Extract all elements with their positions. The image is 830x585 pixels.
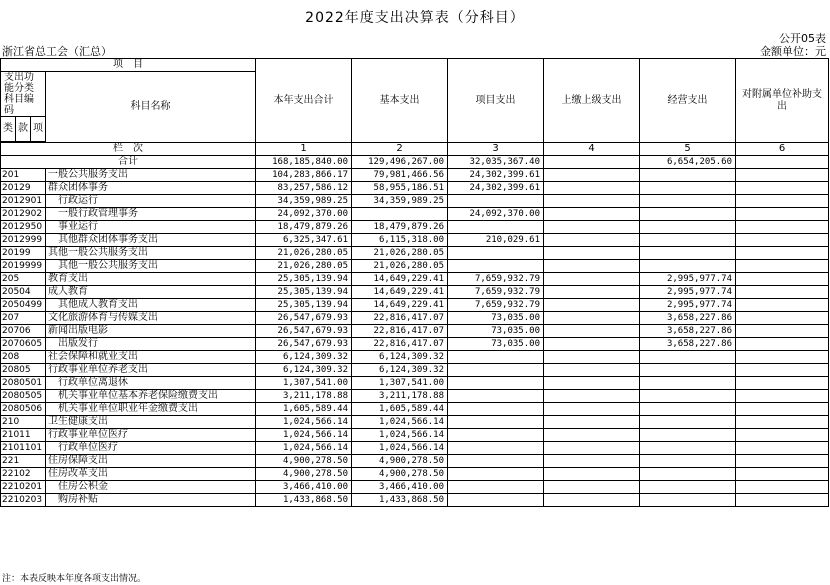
amount-c1: 24,092,370.00 bbox=[256, 208, 352, 221]
subject-name: 事业运行 bbox=[46, 221, 256, 234]
amount-c6 bbox=[736, 325, 829, 338]
total-c2: 129,496,267.00 bbox=[352, 156, 448, 169]
amount-c4 bbox=[544, 494, 640, 507]
report-title: 2022年度支出决算表（分科目） bbox=[305, 10, 525, 26]
amount-c2 bbox=[352, 208, 448, 221]
amount-c6 bbox=[736, 481, 829, 494]
amount-c5: 2,995,977.74 bbox=[640, 273, 736, 286]
col-num-6: 6 bbox=[736, 143, 829, 156]
amount-c6 bbox=[736, 351, 829, 364]
amount-c6 bbox=[736, 273, 829, 286]
subject-name: 其他一般公共服务支出 bbox=[46, 260, 256, 273]
amount-c4 bbox=[544, 182, 640, 195]
amount-c2: 21,026,280.05 bbox=[352, 247, 448, 260]
lei-header: 类 bbox=[1, 117, 16, 142]
organization-name: 浙江省总工会（汇总） bbox=[2, 45, 112, 58]
subject-name: 新闻出版电影 bbox=[46, 325, 256, 338]
amount-c4 bbox=[544, 364, 640, 377]
amount-c4 bbox=[544, 442, 640, 455]
subject-name: 成人教育 bbox=[46, 286, 256, 299]
subject-name: 住房保障支出 bbox=[46, 455, 256, 468]
table-row bbox=[1, 169, 829, 182]
amount-c4 bbox=[544, 455, 640, 468]
col-header-upper-remit: 上缴上级支出 bbox=[544, 59, 640, 143]
items-header: 项 目 bbox=[1, 59, 256, 72]
amount-c3 bbox=[448, 247, 544, 260]
table-row bbox=[1, 494, 829, 507]
amount-c5: 2,995,977.74 bbox=[640, 299, 736, 312]
amount-c1: 83,257,586.12 bbox=[256, 182, 352, 195]
amount-c3: 73,035.00 bbox=[448, 338, 544, 351]
amount-c6 bbox=[736, 390, 829, 403]
subject-code: 210 bbox=[1, 416, 46, 429]
amount-c1: 6,124,309.32 bbox=[256, 351, 352, 364]
amount-c4 bbox=[544, 325, 640, 338]
amount-c6 bbox=[736, 247, 829, 260]
amount-c3 bbox=[448, 403, 544, 416]
amount-c6 bbox=[736, 221, 829, 234]
table-row bbox=[1, 325, 829, 338]
table-row bbox=[1, 273, 829, 286]
amount-c5: 3,658,227.86 bbox=[640, 338, 736, 351]
amount-c1: 18,479,879.26 bbox=[256, 221, 352, 234]
subject-name: 文化旅游体育与传媒支出 bbox=[46, 312, 256, 325]
subject-code: 21011 bbox=[1, 429, 46, 442]
amount-c2: 22,816,417.07 bbox=[352, 312, 448, 325]
subject-code: 2012999 bbox=[1, 234, 46, 247]
amount-c6 bbox=[736, 429, 829, 442]
col-num-3: 3 bbox=[448, 143, 544, 156]
table-row bbox=[1, 481, 829, 494]
form-number: 公开05表 bbox=[779, 32, 826, 45]
amount-c3 bbox=[448, 351, 544, 364]
amount-unit: 金额单位：元 bbox=[760, 45, 826, 58]
subject-code: 2080501 bbox=[1, 377, 46, 390]
table-row bbox=[1, 208, 829, 221]
amount-c4 bbox=[544, 273, 640, 286]
amount-c1: 1,024,566.14 bbox=[256, 416, 352, 429]
lanci-label: 栏 次 bbox=[1, 143, 256, 156]
table-row bbox=[1, 455, 829, 468]
subject-name: 教育支出 bbox=[46, 273, 256, 286]
amount-c3 bbox=[448, 377, 544, 390]
table-row bbox=[1, 338, 829, 351]
amount-c4 bbox=[544, 390, 640, 403]
subject-code: 2012901 bbox=[1, 195, 46, 208]
table-row bbox=[1, 429, 829, 442]
table-body bbox=[1, 169, 829, 507]
col-num-2: 2 bbox=[352, 143, 448, 156]
total-c5: 6,654,205.60 bbox=[640, 156, 736, 169]
subject-name: 住房公积金 bbox=[46, 481, 256, 494]
subject-code: 2080505 bbox=[1, 390, 46, 403]
amount-c3: 73,035.00 bbox=[448, 312, 544, 325]
amount-c6 bbox=[736, 468, 829, 481]
amount-c2: 14,649,229.41 bbox=[352, 286, 448, 299]
amount-c1: 1,024,566.14 bbox=[256, 442, 352, 455]
amount-c4 bbox=[544, 286, 640, 299]
amount-c3 bbox=[448, 260, 544, 273]
amount-c6 bbox=[736, 364, 829, 377]
amount-c1: 1,605,589.44 bbox=[256, 403, 352, 416]
table-row bbox=[1, 182, 829, 195]
subject-name: 行政单位医疗 bbox=[46, 442, 256, 455]
col-header-basic: 基本支出 bbox=[352, 59, 448, 143]
amount-c6 bbox=[736, 195, 829, 208]
amount-c5 bbox=[640, 195, 736, 208]
amount-c1: 25,305,139.94 bbox=[256, 299, 352, 312]
amount-c4 bbox=[544, 312, 640, 325]
amount-c2: 1,024,566.14 bbox=[352, 416, 448, 429]
amount-c2: 6,124,309.32 bbox=[352, 364, 448, 377]
name-header: 科目名称 bbox=[46, 72, 256, 143]
subject-code: 22102 bbox=[1, 468, 46, 481]
amount-c1: 21,026,280.05 bbox=[256, 247, 352, 260]
amount-c5 bbox=[640, 169, 736, 182]
amount-c3 bbox=[448, 494, 544, 507]
amount-c3 bbox=[448, 455, 544, 468]
amount-c5 bbox=[640, 208, 736, 221]
amount-c1: 6,124,309.32 bbox=[256, 364, 352, 377]
amount-c5 bbox=[640, 221, 736, 234]
amount-c4 bbox=[544, 403, 640, 416]
amount-c6 bbox=[736, 234, 829, 247]
total-c6 bbox=[736, 156, 829, 169]
amount-c5 bbox=[640, 442, 736, 455]
amount-c6 bbox=[736, 169, 829, 182]
amount-c2: 3,466,410.00 bbox=[352, 481, 448, 494]
amount-c4 bbox=[544, 234, 640, 247]
amount-c3: 24,302,399.61 bbox=[448, 169, 544, 182]
amount-c1: 3,211,178.88 bbox=[256, 390, 352, 403]
amount-c6 bbox=[736, 260, 829, 273]
amount-c6 bbox=[736, 299, 829, 312]
col-header-project: 项目支出 bbox=[448, 59, 544, 143]
amount-c4 bbox=[544, 429, 640, 442]
subject-code: 2070605 bbox=[1, 338, 46, 351]
amount-c3: 24,302,399.61 bbox=[448, 182, 544, 195]
subject-code: 207 bbox=[1, 312, 46, 325]
table-row bbox=[1, 351, 829, 364]
amount-c2: 14,649,229.41 bbox=[352, 273, 448, 286]
amount-c5 bbox=[640, 390, 736, 403]
amount-c6 bbox=[736, 286, 829, 299]
col-num-1: 1 bbox=[256, 143, 352, 156]
subject-code: 2012902 bbox=[1, 208, 46, 221]
amount-c2: 22,816,417.07 bbox=[352, 325, 448, 338]
table-row bbox=[1, 195, 829, 208]
amount-c6 bbox=[736, 455, 829, 468]
amount-c1: 26,547,679.93 bbox=[256, 312, 352, 325]
table-row bbox=[1, 260, 829, 273]
amount-c3: 7,659,932.79 bbox=[448, 286, 544, 299]
amount-c1: 1,024,566.14 bbox=[256, 429, 352, 442]
amount-c5 bbox=[640, 416, 736, 429]
subject-code: 20504 bbox=[1, 286, 46, 299]
total-c1: 168,185,840.00 bbox=[256, 156, 352, 169]
amount-c2: 4,900,278.50 bbox=[352, 468, 448, 481]
subject-name: 行政事业单位养老支出 bbox=[46, 364, 256, 377]
subject-name: 群众团体事务 bbox=[46, 182, 256, 195]
amount-c5 bbox=[640, 455, 736, 468]
amount-c4 bbox=[544, 221, 640, 234]
subject-code: 201 bbox=[1, 169, 46, 182]
amount-c2: 6,115,318.00 bbox=[352, 234, 448, 247]
amount-c1: 34,359,989.25 bbox=[256, 195, 352, 208]
amount-c1: 3,466,410.00 bbox=[256, 481, 352, 494]
total-label: 合计 bbox=[1, 156, 256, 169]
expenditure-table bbox=[0, 58, 829, 507]
amount-c1: 104,283,866.17 bbox=[256, 169, 352, 182]
subject-name: 行政运行 bbox=[46, 195, 256, 208]
amount-c2: 1,024,566.14 bbox=[352, 442, 448, 455]
amount-c5 bbox=[640, 351, 736, 364]
table-row bbox=[1, 468, 829, 481]
amount-c5 bbox=[640, 234, 736, 247]
amount-c6 bbox=[736, 494, 829, 507]
amount-c1: 4,900,278.50 bbox=[256, 468, 352, 481]
amount-c3 bbox=[448, 481, 544, 494]
subject-code: 2012950 bbox=[1, 221, 46, 234]
subject-name: 行政事业单位医疗 bbox=[46, 429, 256, 442]
subject-code: 205 bbox=[1, 273, 46, 286]
table-row bbox=[1, 442, 829, 455]
subject-code: 2080506 bbox=[1, 403, 46, 416]
amount-c1: 25,305,139.94 bbox=[256, 286, 352, 299]
subject-code: 20706 bbox=[1, 325, 46, 338]
amount-c2: 1,605,589.44 bbox=[352, 403, 448, 416]
amount-c5 bbox=[640, 403, 736, 416]
amount-c4 bbox=[544, 468, 640, 481]
amount-c3: 7,659,932.79 bbox=[448, 273, 544, 286]
amount-c6 bbox=[736, 312, 829, 325]
amount-c5 bbox=[640, 247, 736, 260]
amount-c4 bbox=[544, 260, 640, 273]
amount-c2: 58,955,186.51 bbox=[352, 182, 448, 195]
amount-c3 bbox=[448, 364, 544, 377]
amount-c5: 3,658,227.86 bbox=[640, 312, 736, 325]
amount-c2: 34,359,989.25 bbox=[352, 195, 448, 208]
xiang-header: 项 bbox=[31, 117, 46, 142]
subject-name: 其他成人教育支出 bbox=[46, 299, 256, 312]
table-row bbox=[1, 312, 829, 325]
subject-code: 2210201 bbox=[1, 481, 46, 494]
col-num-5: 5 bbox=[640, 143, 736, 156]
amount-c3: 7,659,932.79 bbox=[448, 299, 544, 312]
amount-c2: 1,433,868.50 bbox=[352, 494, 448, 507]
amount-c2: 3,211,178.88 bbox=[352, 390, 448, 403]
amount-c2: 6,124,309.32 bbox=[352, 351, 448, 364]
amount-c4 bbox=[544, 416, 640, 429]
amount-c6 bbox=[736, 416, 829, 429]
subject-code: 20199 bbox=[1, 247, 46, 260]
amount-c5 bbox=[640, 364, 736, 377]
amount-c2: 1,307,541.00 bbox=[352, 377, 448, 390]
amount-c1: 1,307,541.00 bbox=[256, 377, 352, 390]
subject-name: 行政单位离退休 bbox=[46, 377, 256, 390]
amount-c4 bbox=[544, 208, 640, 221]
table-row bbox=[1, 377, 829, 390]
table-row bbox=[1, 221, 829, 234]
col-header-subsidy: 对附属单位补助支出 bbox=[736, 59, 829, 143]
subject-name: 机关事业单位基本养老保险缴费支出 bbox=[46, 390, 256, 403]
amount-c5 bbox=[640, 429, 736, 442]
amount-c6 bbox=[736, 338, 829, 351]
amount-c1: 4,900,278.50 bbox=[256, 455, 352, 468]
subject-name: 一般公共服务支出 bbox=[46, 169, 256, 182]
code-header: 支出功能分类科目编码 bbox=[1, 72, 46, 117]
col-num-4: 4 bbox=[544, 143, 640, 156]
amount-c4 bbox=[544, 338, 640, 351]
amount-c3 bbox=[448, 442, 544, 455]
amount-c2: 21,026,280.05 bbox=[352, 260, 448, 273]
subject-code: 20805 bbox=[1, 364, 46, 377]
kuan-header: 款 bbox=[16, 117, 31, 142]
table-row bbox=[1, 247, 829, 260]
subject-name: 社会保障和就业支出 bbox=[46, 351, 256, 364]
subject-code: 2019999 bbox=[1, 260, 46, 273]
subject-code: 20129 bbox=[1, 182, 46, 195]
subject-code: 2210203 bbox=[1, 494, 46, 507]
amount-c1: 1,433,868.50 bbox=[256, 494, 352, 507]
amount-c6 bbox=[736, 377, 829, 390]
amount-c2: 18,479,879.26 bbox=[352, 221, 448, 234]
amount-c5: 2,995,977.74 bbox=[640, 286, 736, 299]
amount-c4 bbox=[544, 299, 640, 312]
amount-c5 bbox=[640, 494, 736, 507]
amount-c4 bbox=[544, 351, 640, 364]
amount-c3: 210,029.61 bbox=[448, 234, 544, 247]
table-row bbox=[1, 234, 829, 247]
subject-name: 机关事业单位职业年金缴费支出 bbox=[46, 403, 256, 416]
amount-c6 bbox=[736, 182, 829, 195]
amount-c5 bbox=[640, 468, 736, 481]
amount-c1: 21,026,280.05 bbox=[256, 260, 352, 273]
amount-c3: 24,092,370.00 bbox=[448, 208, 544, 221]
col-header-total: 本年支出合计 bbox=[256, 59, 352, 143]
amount-c4 bbox=[544, 169, 640, 182]
amount-c5 bbox=[640, 260, 736, 273]
amount-c1: 26,547,679.93 bbox=[256, 338, 352, 351]
amount-c3 bbox=[448, 195, 544, 208]
amount-c2: 14,649,229.41 bbox=[352, 299, 448, 312]
amount-c6 bbox=[736, 403, 829, 416]
amount-c5 bbox=[640, 377, 736, 390]
amount-c1: 25,305,139.94 bbox=[256, 273, 352, 286]
amount-c2: 1,024,566.14 bbox=[352, 429, 448, 442]
subject-name: 一般行政管理事务 bbox=[46, 208, 256, 221]
col-header-operating: 经营支出 bbox=[640, 59, 736, 143]
amount-c2: 79,981,466.56 bbox=[352, 169, 448, 182]
table-row bbox=[1, 286, 829, 299]
table-row bbox=[1, 416, 829, 429]
amount-c4 bbox=[544, 377, 640, 390]
amount-c6 bbox=[736, 208, 829, 221]
subject-code: 2050499 bbox=[1, 299, 46, 312]
table-row bbox=[1, 364, 829, 377]
amount-c5: 3,658,227.86 bbox=[640, 325, 736, 338]
subject-name: 住房改革支出 bbox=[46, 468, 256, 481]
subject-name: 卫生健康支出 bbox=[46, 416, 256, 429]
subject-name: 出版发行 bbox=[46, 338, 256, 351]
subject-code: 2101101 bbox=[1, 442, 46, 455]
subject-name: 购房补贴 bbox=[46, 494, 256, 507]
amount-c1: 26,547,679.93 bbox=[256, 325, 352, 338]
amount-c2: 22,816,417.07 bbox=[352, 338, 448, 351]
amount-c3 bbox=[448, 221, 544, 234]
amount-c5 bbox=[640, 481, 736, 494]
amount-c4 bbox=[544, 247, 640, 260]
amount-c3 bbox=[448, 416, 544, 429]
table-row bbox=[1, 403, 829, 416]
subject-name: 其他一般公共服务支出 bbox=[46, 247, 256, 260]
table-row bbox=[1, 299, 829, 312]
table-row bbox=[1, 390, 829, 403]
amount-c2: 4,900,278.50 bbox=[352, 455, 448, 468]
amount-c4 bbox=[544, 195, 640, 208]
amount-c3: 73,035.00 bbox=[448, 325, 544, 338]
amount-c5 bbox=[640, 182, 736, 195]
subject-code: 208 bbox=[1, 351, 46, 364]
total-c3: 32,035,367.40 bbox=[448, 156, 544, 169]
amount-c1: 6,325,347.61 bbox=[256, 234, 352, 247]
total-c4 bbox=[544, 156, 640, 169]
subject-name: 其他群众团体事务支出 bbox=[46, 234, 256, 247]
amount-c3 bbox=[448, 429, 544, 442]
amount-c3 bbox=[448, 390, 544, 403]
amount-c3 bbox=[448, 468, 544, 481]
amount-c6 bbox=[736, 442, 829, 455]
subject-code: 221 bbox=[1, 455, 46, 468]
table-note: 注：本表反映本年度各项支出情况。 bbox=[2, 574, 147, 584]
amount-c4 bbox=[544, 481, 640, 494]
